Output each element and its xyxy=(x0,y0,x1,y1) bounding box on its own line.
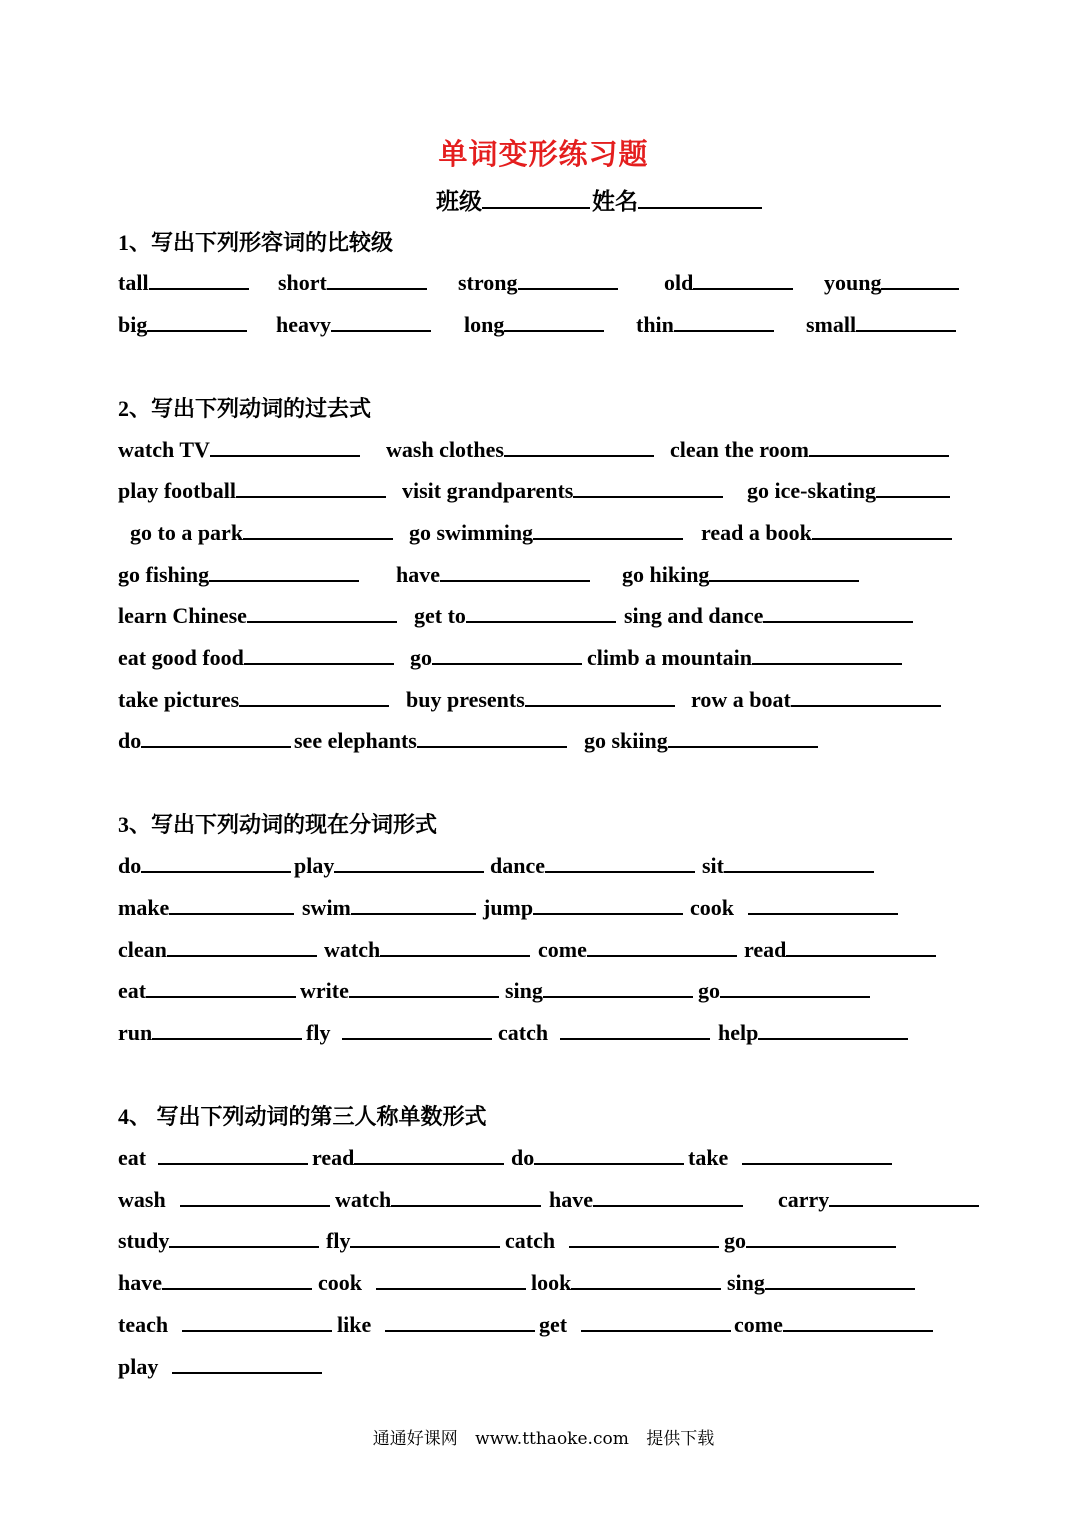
word-label: go swimming xyxy=(409,520,534,545)
answer-blank[interactable] xyxy=(783,1310,933,1332)
answer-blank[interactable] xyxy=(545,851,695,873)
answer-blank[interactable] xyxy=(376,1268,526,1290)
answer-blank[interactable] xyxy=(182,1310,332,1332)
exercise-item xyxy=(409,518,683,546)
word-label: help xyxy=(718,1020,759,1045)
exercise-item xyxy=(531,1268,721,1296)
answer-blank[interactable] xyxy=(432,643,582,665)
word-label: play xyxy=(118,1354,159,1379)
word-label: wash xyxy=(118,1187,166,1212)
exercise-item xyxy=(337,1310,535,1338)
exercise-item xyxy=(718,1018,908,1046)
exercise-item xyxy=(118,560,359,588)
exercise-item xyxy=(306,1018,492,1046)
exercise-item xyxy=(118,893,294,921)
footer-note: 提供下载 xyxy=(646,1429,715,1449)
exercise-item xyxy=(406,685,675,713)
word-label: catch xyxy=(498,1020,549,1045)
answer-blank[interactable] xyxy=(587,935,737,957)
answer-blank[interactable] xyxy=(334,851,484,873)
exercise-item xyxy=(386,435,654,463)
answer-blank[interactable] xyxy=(210,435,360,457)
exercise-item xyxy=(505,976,693,1004)
answer-blank[interactable] xyxy=(244,643,394,665)
name-blank[interactable] xyxy=(638,185,762,209)
word-label: fly xyxy=(306,1020,331,1045)
exercise-item xyxy=(410,643,582,671)
exercise-item xyxy=(664,268,793,296)
answer-blank[interactable] xyxy=(763,601,913,623)
answer-blank[interactable] xyxy=(674,310,774,332)
answer-blank[interactable] xyxy=(169,893,294,915)
exercise-item xyxy=(636,310,774,338)
word-label: climb a mountain xyxy=(587,645,753,670)
word-label: thin xyxy=(636,312,674,337)
answer-blank[interactable] xyxy=(746,1226,896,1248)
word-label: sit xyxy=(702,853,724,878)
answer-blank[interactable] xyxy=(881,268,959,290)
answer-blank[interactable] xyxy=(668,726,818,748)
answer-blank[interactable] xyxy=(331,310,431,332)
word-label: go hiking xyxy=(622,562,710,587)
exercise-item xyxy=(624,601,913,629)
answer-blank[interactable] xyxy=(504,435,654,457)
answer-blank[interactable] xyxy=(581,1310,731,1332)
exercise-item xyxy=(118,1018,302,1046)
answer-blank[interactable] xyxy=(534,1143,684,1165)
word-label: young xyxy=(824,270,882,295)
exercise-item xyxy=(118,976,296,1004)
exercise-item xyxy=(318,1268,526,1296)
exercise-item xyxy=(118,1352,322,1380)
exercise-item xyxy=(118,935,317,963)
exercise-item xyxy=(335,1185,541,1213)
exercise-item xyxy=(118,601,397,629)
page-footer xyxy=(0,1424,1087,1449)
exercise-item xyxy=(483,893,683,921)
word-label: eat xyxy=(118,1145,147,1170)
word-label: go fishing xyxy=(118,562,210,587)
exercise-item xyxy=(118,1226,319,1254)
exercise-item xyxy=(294,851,484,879)
word-label: come xyxy=(538,937,587,962)
answer-blank[interactable] xyxy=(172,1352,322,1374)
answer-blank[interactable] xyxy=(829,1185,979,1207)
word-label: get xyxy=(539,1312,568,1337)
word-label: eat good food xyxy=(118,645,244,670)
exercise-item xyxy=(118,1185,330,1213)
answer-blank[interactable] xyxy=(693,268,793,290)
class-label: 班级 xyxy=(436,189,482,214)
exercise-item xyxy=(701,518,952,546)
section-2-heading: 2、写出下列动词的过去式 xyxy=(118,396,372,421)
exercise-item xyxy=(744,935,936,963)
answer-blank[interactable] xyxy=(569,1226,719,1248)
answer-blank[interactable] xyxy=(239,685,389,707)
word-label: watch xyxy=(324,937,381,962)
answer-blank[interactable] xyxy=(533,518,683,540)
answer-blank[interactable] xyxy=(765,1268,915,1290)
word-label: write xyxy=(300,978,349,1003)
answer-blank[interactable] xyxy=(354,1143,504,1165)
answer-blank[interactable] xyxy=(720,976,870,998)
exercise-item xyxy=(734,1310,933,1338)
answer-blank[interactable] xyxy=(742,1143,892,1165)
word-label: read xyxy=(312,1145,355,1170)
word-label: play football xyxy=(118,478,236,503)
answer-blank[interactable] xyxy=(856,310,956,332)
exercise-item xyxy=(670,435,949,463)
exercise-item xyxy=(396,560,590,588)
answer-blank[interactable] xyxy=(573,476,723,498)
word-label: buy presents xyxy=(406,687,525,712)
word-label: study xyxy=(118,1228,170,1253)
answer-blank[interactable] xyxy=(149,268,249,290)
exercise-item xyxy=(702,851,874,879)
answer-blank[interactable] xyxy=(571,1268,721,1290)
answer-blank[interactable] xyxy=(180,1185,330,1207)
answer-blank[interactable] xyxy=(809,435,949,457)
exercise-item xyxy=(118,851,291,879)
answer-blank[interactable] xyxy=(158,1143,308,1165)
answer-blank[interactable] xyxy=(709,560,859,582)
word-label: do xyxy=(118,728,142,753)
exercise-item xyxy=(294,726,567,754)
answer-blank[interactable] xyxy=(147,310,247,332)
exercise-item xyxy=(118,1310,332,1338)
exercise-item xyxy=(539,1310,731,1338)
word-label: cook xyxy=(318,1270,362,1295)
answer-blank[interactable] xyxy=(533,893,683,915)
word-label: fly xyxy=(326,1228,351,1253)
answer-blank[interactable] xyxy=(391,1185,541,1207)
word-label: sing xyxy=(505,978,543,1003)
word-label: look xyxy=(531,1270,572,1295)
exercise-item xyxy=(498,1018,710,1046)
exercise-item xyxy=(118,726,291,754)
answer-blank[interactable] xyxy=(504,310,604,332)
answer-blank[interactable] xyxy=(525,685,675,707)
word-label: swim xyxy=(302,895,351,920)
word-label: see elephants xyxy=(294,728,417,753)
answer-blank[interactable] xyxy=(146,976,296,998)
class-name-line xyxy=(436,183,762,216)
word-label: watch TV xyxy=(118,437,210,462)
word-label: sing xyxy=(727,1270,765,1295)
word-label: sing and dance xyxy=(624,603,764,628)
answer-blank[interactable] xyxy=(209,560,359,582)
word-label: go ice-skating xyxy=(747,478,876,503)
exercise-item xyxy=(302,893,476,921)
section-3-heading: 3、写出下列动词的现在分词形式 xyxy=(118,812,438,837)
class-blank[interactable] xyxy=(482,185,590,209)
word-label: jump xyxy=(483,895,534,920)
exercise-item xyxy=(490,851,695,879)
exercise-item xyxy=(549,1185,743,1213)
answer-blank[interactable] xyxy=(342,1018,492,1040)
worksheet-title: 单词变形练习题 xyxy=(438,139,649,171)
answer-blank[interactable] xyxy=(758,1018,908,1040)
exercise-item xyxy=(276,310,431,338)
exercise-item xyxy=(698,976,870,1004)
word-label: read a book xyxy=(701,520,812,545)
answer-blank[interactable] xyxy=(327,268,427,290)
exercise-item xyxy=(587,643,902,671)
word-label: old xyxy=(664,270,694,295)
exercise-item xyxy=(118,643,394,671)
answer-blank[interactable] xyxy=(162,1268,312,1290)
word-label: watch xyxy=(335,1187,392,1212)
word-label: clean the room xyxy=(670,437,809,462)
word-label: learn Chinese xyxy=(118,603,247,628)
exercise-item xyxy=(538,935,737,963)
exercise-item xyxy=(747,476,950,504)
answer-blank[interactable] xyxy=(167,935,317,957)
word-label: run xyxy=(118,1020,153,1045)
word-label: long xyxy=(464,312,505,337)
exercise-item xyxy=(824,268,959,296)
exercise-item xyxy=(584,726,818,754)
answer-blank[interactable] xyxy=(593,1185,743,1207)
word-label: strong xyxy=(458,270,518,295)
word-label: like xyxy=(337,1312,372,1337)
name-label: 姓名 xyxy=(592,189,638,214)
exercise-item xyxy=(402,476,723,504)
exercise-item xyxy=(118,310,247,338)
answer-blank[interactable] xyxy=(243,518,393,540)
word-label: get to xyxy=(414,603,466,628)
exercise-item xyxy=(118,1268,312,1296)
word-label: go xyxy=(410,645,432,670)
answer-blank[interactable] xyxy=(385,1310,535,1332)
answer-blank[interactable] xyxy=(748,893,898,915)
exercise-item xyxy=(464,310,604,338)
word-label: clean xyxy=(118,937,167,962)
answer-blank[interactable] xyxy=(380,935,530,957)
exercise-item xyxy=(118,268,249,296)
exercise-item xyxy=(691,685,941,713)
answer-blank[interactable] xyxy=(417,726,567,748)
word-label: dance xyxy=(490,853,545,878)
exercise-item xyxy=(118,435,360,463)
answer-blank[interactable] xyxy=(466,601,616,623)
exercise-item xyxy=(727,1268,915,1296)
section-4-heading: 4、 写出下列动词的第三人称单数形式 xyxy=(118,1104,487,1129)
answer-blank[interactable] xyxy=(786,935,936,957)
footer-url: www.tthaoke.com xyxy=(475,1429,629,1449)
answer-blank[interactable] xyxy=(752,643,902,665)
answer-blank[interactable] xyxy=(351,893,476,915)
answer-blank[interactable] xyxy=(543,976,693,998)
exercise-item xyxy=(806,310,956,338)
exercise-item xyxy=(458,268,618,296)
exercise-item xyxy=(300,976,499,1004)
exercise-item xyxy=(118,476,386,504)
exercise-item xyxy=(324,935,530,963)
word-label: do xyxy=(118,853,142,878)
word-label: carry xyxy=(778,1187,830,1212)
word-label: have xyxy=(396,562,440,587)
answer-blank[interactable] xyxy=(349,976,499,998)
word-label: make xyxy=(118,895,170,920)
word-label: cook xyxy=(690,895,734,920)
section-1-heading: 1、写出下列形容词的比较级 xyxy=(118,230,394,255)
exercise-item xyxy=(511,1143,684,1171)
word-label: go xyxy=(724,1228,746,1253)
answer-blank[interactable] xyxy=(236,476,386,498)
word-label: play xyxy=(294,853,335,878)
exercise-item xyxy=(326,1226,500,1254)
answer-blank[interactable] xyxy=(152,1018,302,1040)
answer-blank[interactable] xyxy=(141,726,291,748)
word-label: heavy xyxy=(276,312,331,337)
answer-blank[interactable] xyxy=(518,268,618,290)
word-label: small xyxy=(806,312,857,337)
exercise-item xyxy=(118,685,389,713)
word-label: come xyxy=(734,1312,783,1337)
exercise-item xyxy=(414,601,616,629)
answer-blank[interactable] xyxy=(350,1226,500,1248)
word-label: go skiing xyxy=(584,728,668,753)
word-label: do xyxy=(511,1145,535,1170)
word-label: read xyxy=(744,937,787,962)
word-label: catch xyxy=(505,1228,556,1253)
exercise-item xyxy=(688,1143,892,1171)
word-label: tall xyxy=(118,270,149,295)
exercise-item xyxy=(622,560,859,588)
footer-site-name: 通通好课网 xyxy=(372,1429,458,1449)
exercise-item xyxy=(505,1226,719,1254)
word-label: go xyxy=(698,978,720,1003)
exercise-item xyxy=(312,1143,504,1171)
word-label: have xyxy=(549,1187,593,1212)
answer-blank[interactable] xyxy=(169,1226,319,1248)
answer-blank[interactable] xyxy=(440,560,590,582)
word-label: row a boat xyxy=(691,687,791,712)
answer-blank[interactable] xyxy=(560,1018,710,1040)
answer-blank[interactable] xyxy=(812,518,952,540)
word-label: eat xyxy=(118,978,147,1003)
word-label: short xyxy=(278,270,327,295)
word-label: visit grandparents xyxy=(402,478,574,503)
exercise-item xyxy=(778,1185,979,1213)
word-label: teach xyxy=(118,1312,169,1337)
word-label: take xyxy=(688,1145,729,1170)
word-label: take pictures xyxy=(118,687,240,712)
answer-blank[interactable] xyxy=(876,476,950,498)
answer-blank[interactable] xyxy=(141,851,291,873)
exercise-item xyxy=(278,268,427,296)
word-label: go to a park xyxy=(130,520,244,545)
word-label: wash clothes xyxy=(386,437,504,462)
exercise-item xyxy=(118,1143,308,1171)
word-label: big xyxy=(118,312,148,337)
exercise-item xyxy=(130,518,393,546)
word-label: have xyxy=(118,1270,162,1295)
answer-blank[interactable] xyxy=(247,601,397,623)
answer-blank[interactable] xyxy=(724,851,874,873)
exercise-item xyxy=(690,893,898,921)
answer-blank[interactable] xyxy=(791,685,941,707)
exercise-item xyxy=(724,1226,896,1254)
